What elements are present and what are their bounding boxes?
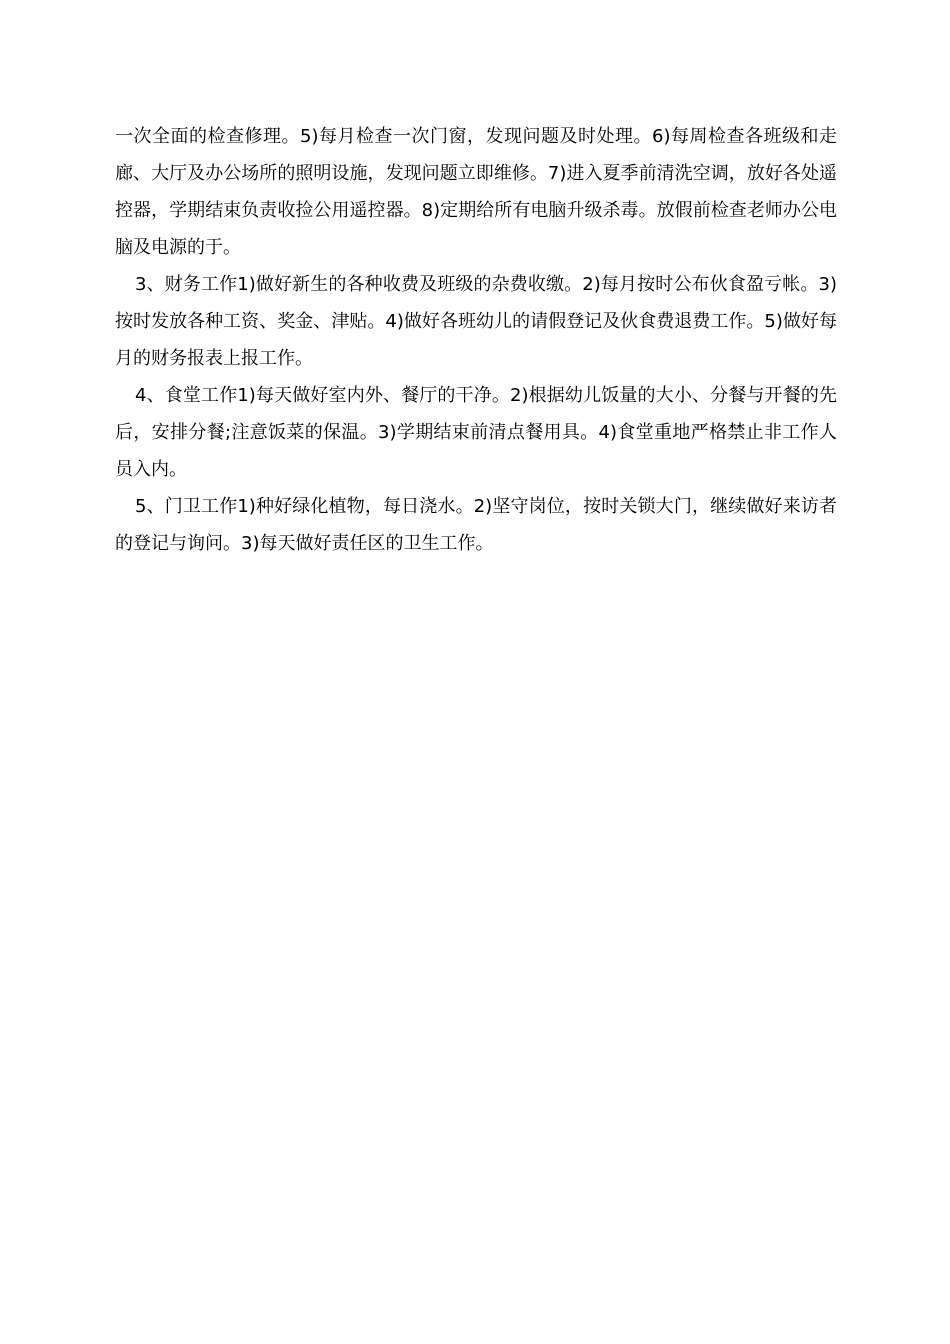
document-body — [115, 118, 837, 562]
paragraph-canteen-work: 4、食堂工作1)每天做好室内外、餐厅的干净。2)根据幼儿饭量的大小、分餐与开餐的先后，安排分餐;注意饭菜的保温。3)学期结束前清点餐用具。4)食堂重地严格禁止非工作人员入内。 — [115, 385, 837, 480]
paragraph-gatekeeper-work: 5、门卫工作1)种好绿化植物，每日浇水。2)坚守岗位，按时关锁大门，继续做好来访者的登记与询问。3)每天做好责任区的卫生工作。 — [115, 496, 837, 554]
paragraph-continuation: 一次全面的检查修理。5)每月检查一次门窗，发现问题及时处理。6)每周检查各班级和走廊、大厅及办公场所的照明设施，发现问题立即维修。7)进入夏季前清洗空调，放好各处遥控器，学期结束负责收捡公用遥控器。8)定期给所有电脑升级杀毒。放假前检查老师办公电脑及电源的于。 — [115, 126, 837, 258]
paragraph-finance-work: 3、财务工作1)做好新生的各种收费及班级的杂费收缴。2)每月按时公布伙食盈亏帐。3)按时发放各种工资、奖金、津贴。4)做好各班幼儿的请假登记及伙食费退费工作。5)做好每月的财务报表上报工作。 — [115, 274, 837, 369]
